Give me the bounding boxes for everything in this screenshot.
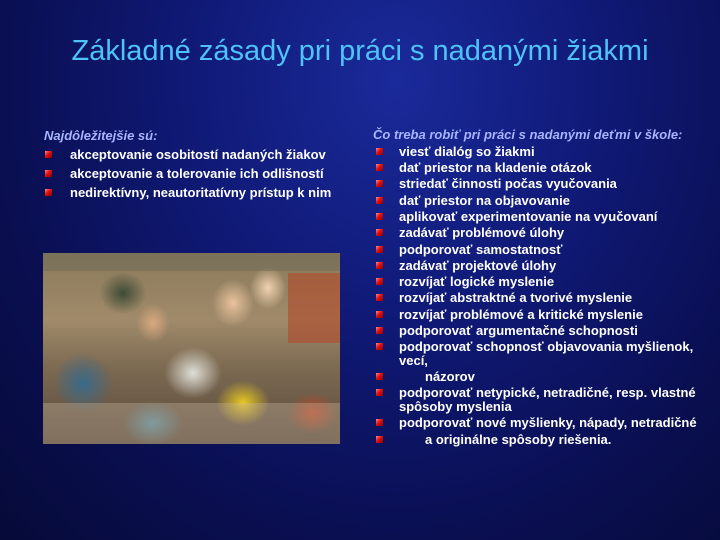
bullet-icon	[45, 151, 52, 158]
bullet-icon	[376, 180, 383, 187]
bullet-icon	[376, 164, 383, 171]
list-item: podporovať nové myšlienky, nápady, netradičné	[373, 416, 713, 430]
list-item: akceptovanie osobitostí nadaných žiakov	[44, 148, 340, 162]
list-item: a originálne spôsoby riešenia.	[373, 433, 713, 447]
bullet-icon	[45, 189, 52, 196]
bullet-icon	[376, 213, 383, 220]
list-item: podporovať schopnosť objavovania myšlienok, vecí,	[373, 340, 713, 367]
list-item: zadávať projektové úlohy	[373, 259, 713, 273]
list-item: rozvíjať problémové a kritické myslenie	[373, 308, 713, 322]
left-column	[44, 129, 340, 200]
bullet-icon	[376, 389, 383, 396]
left-list	[44, 148, 340, 200]
bullet-icon	[376, 197, 383, 204]
list-item: zadávať problémové úlohy	[373, 226, 713, 240]
list-item: podporovať argumentačné schopnosti	[373, 324, 713, 338]
bullet-icon	[376, 246, 383, 253]
bullet-icon	[376, 278, 383, 285]
bullet-icon	[376, 294, 383, 301]
list-item: rozvíjať abstraktné a tvorivé myslenie	[373, 291, 713, 305]
list-item: akceptovanie a tolerovanie ich odlišností	[44, 167, 340, 181]
list-item: nedirektívny, neautoritatívny prístup k nim	[44, 186, 340, 200]
list-item: názorov	[373, 370, 713, 384]
bullet-icon	[376, 148, 383, 155]
bullet-icon	[376, 311, 383, 318]
bullet-icon	[376, 419, 383, 426]
bullet-icon	[376, 262, 383, 269]
right-list	[373, 145, 713, 446]
left-heading: Najdôležitejšie sú:	[44, 128, 158, 143]
bullet-icon	[376, 436, 383, 443]
list-item: podporovať samostatnosť	[373, 243, 713, 257]
bullet-icon	[376, 229, 383, 236]
list-item: viesť dialóg so žiakmi	[373, 145, 713, 159]
right-column	[373, 128, 713, 446]
bullet-icon	[376, 327, 383, 334]
bullet-icon	[376, 373, 383, 380]
list-item: podporovať netypické, netradičné, resp. vlastné spôsoby myslenia	[373, 386, 713, 413]
right-heading: Čo treba robiť pri práci s nadanými deťmi v škole:	[373, 127, 683, 142]
list-item: dať priestor na objavovanie	[373, 194, 713, 208]
classroom-photo	[43, 253, 340, 444]
slide-title: Základné zásady pri práci s nadanými žiakmi	[71, 35, 649, 67]
bullet-icon	[376, 343, 383, 350]
list-item: dať priestor na kladenie otázok	[373, 161, 713, 175]
list-item: rozvíjať logické myslenie	[373, 275, 713, 289]
list-item: striedať činnosti počas vyučovania	[373, 177, 713, 191]
list-item: aplikovať experimentovanie na vyučovaní	[373, 210, 713, 224]
bullet-icon	[45, 170, 52, 177]
